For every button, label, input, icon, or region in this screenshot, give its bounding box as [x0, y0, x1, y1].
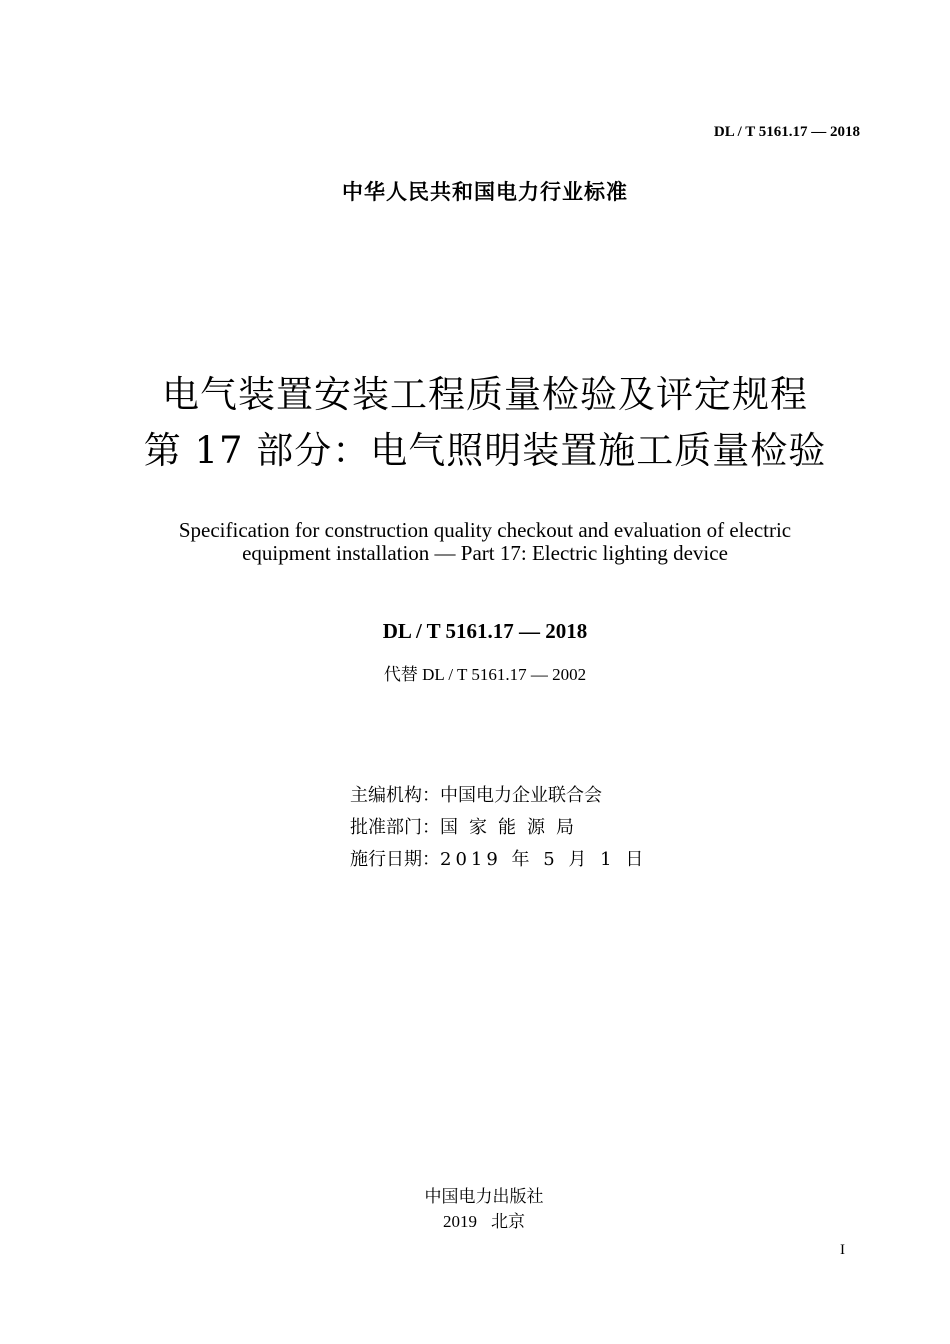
publisher-name: 中国电力出版社	[424, 1187, 544, 1207]
standard-code: DL / T 5161.17 — 2018	[382, 619, 588, 643]
editor-row	[350, 781, 602, 807]
industry-standard-heading: 中华人民共和国电力行业标准	[342, 180, 628, 204]
effective-date-row	[350, 845, 647, 871]
approver-label: 批准部门：	[350, 817, 440, 838]
chinese-title-line-2: 第 17 部分：电气照明装置施工质量检验	[143, 429, 827, 472]
publication-year: 2019	[443, 1212, 477, 1231]
effective-date-value: 2019 年 5 月 1 日	[440, 849, 648, 870]
publication-city: 北京	[491, 1212, 525, 1232]
replaces-label: 代替	[383, 665, 418, 685]
editor-label: 主编机构：	[350, 785, 440, 806]
header-standard-code: DL / T 5161.17 — 2018	[713, 124, 860, 140]
replaces-line	[0, 660, 950, 685]
editor-value: 中国电力企业联合会	[440, 785, 602, 806]
english-title-line-1: Specification for construction quality checkout and evaluation of electric	[178, 518, 792, 542]
approver-row	[350, 813, 585, 839]
chinese-title-line-1: 电气装置安装工程质量检验及评定规程	[162, 373, 808, 416]
approver-value: 国家能源局	[440, 817, 585, 838]
page-number: I	[840, 1242, 845, 1258]
publication-line	[0, 1207, 950, 1232]
replaces-code: DL / T 5161.17 — 2002	[422, 665, 587, 684]
effective-date-label: 施行日期：	[350, 849, 440, 870]
english-title-line-2: equipment installation — Part 17: Electric lighting device	[242, 541, 728, 565]
